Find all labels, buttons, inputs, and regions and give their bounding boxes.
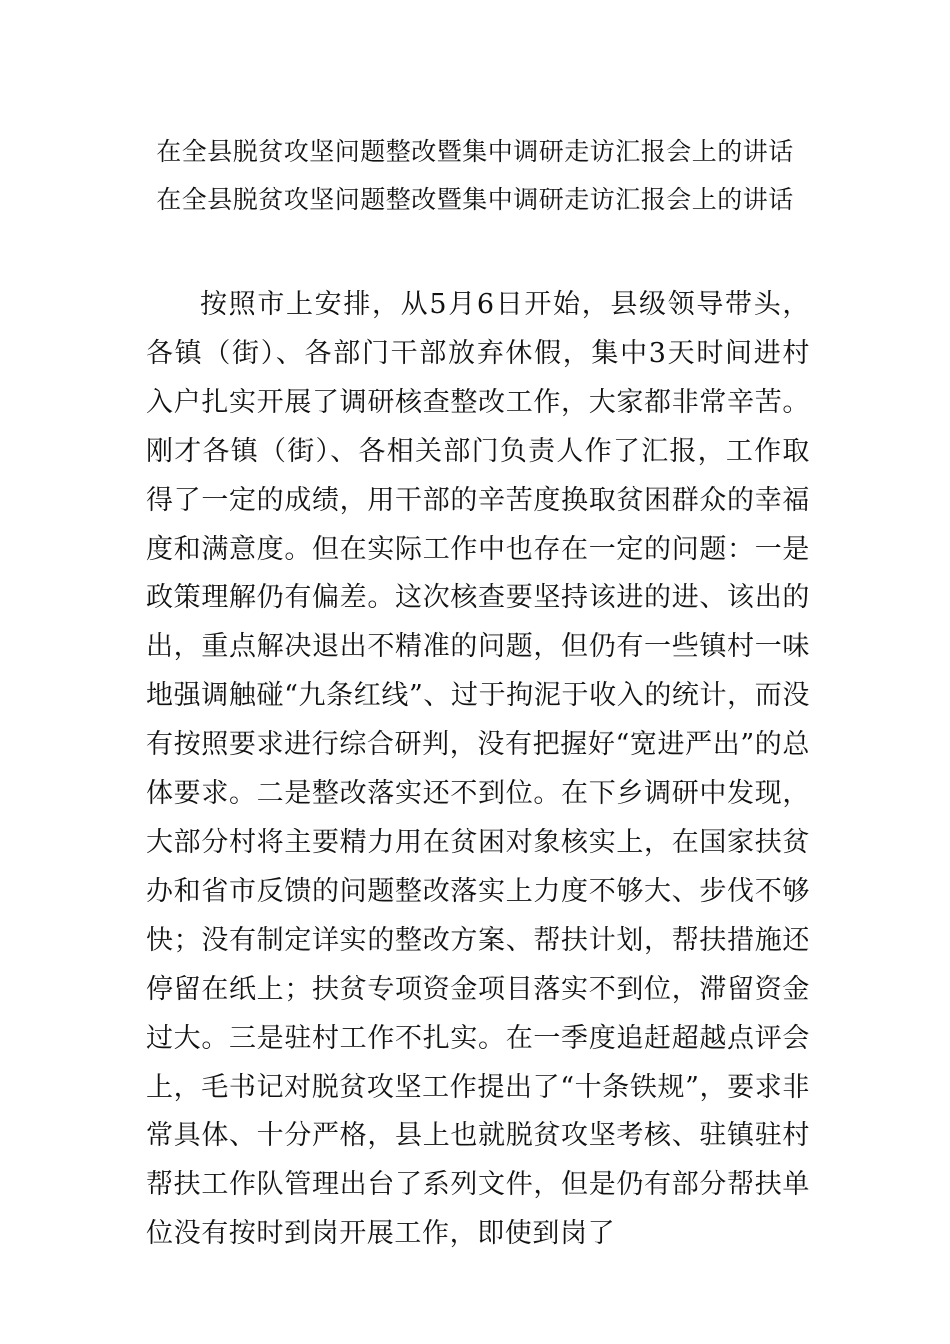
document-title-line-2: 在全县脱贫攻坚问题整改暨集中调研走访汇报会上的讲话 [156, 185, 794, 214]
body-paragraph-1: 按照市上安排，从5月6日开始，县级领导带头，各镇（街）、各部门干部放弃休假，集中3天时间进村入户扎实开展了调研核查整改工作，大家都非常辛苦。刚才各镇（街）、各相关部门负责人作了汇报，工作取得了一定的成绩，用干部的辛苦度换取贫困群众的幸福度和满意度。但在实际工作中也存在一定的问题：一是政策理解仍有偏差。这次核查要坚持该进的进、该出的出，重点解决退出不精准的问题，但仍有一些镇村一味地强调触碰“九条红线”、过于拘泥于收入的统计，而没有按照要求进行综合研判，没有把握好“宽进严出”的总体要求。二是整改落实还不到位。在下乡调研中发现，大部分村将主要精力用在贫困对象核实上，在国家扶贫办和省市反馈的问题整改落实上力度不够大、步伐不够快；没有制定详实的整改方案、帮扶计划，帮扶措施还停留在纸上；扶贫专项资金项目落实不到位，滞留资金过大。三是驻村工作不扎实。在一季度追赶超越点评会上，毛书记对脱贫攻坚工作提出了“十条铁规”，要求非常具体、十分严格，县上也就脱贫攻坚考核、驻镇驻村帮扶工作队管理出台了系列文件，但是仍有部分帮扶单位没有按时到岗开展工作，即使到岗了 [146, 289, 810, 1250]
document-title-line-1: 在全县脱贫攻坚问题整改暨集中调研走访汇报会上的讲话 [156, 137, 794, 166]
